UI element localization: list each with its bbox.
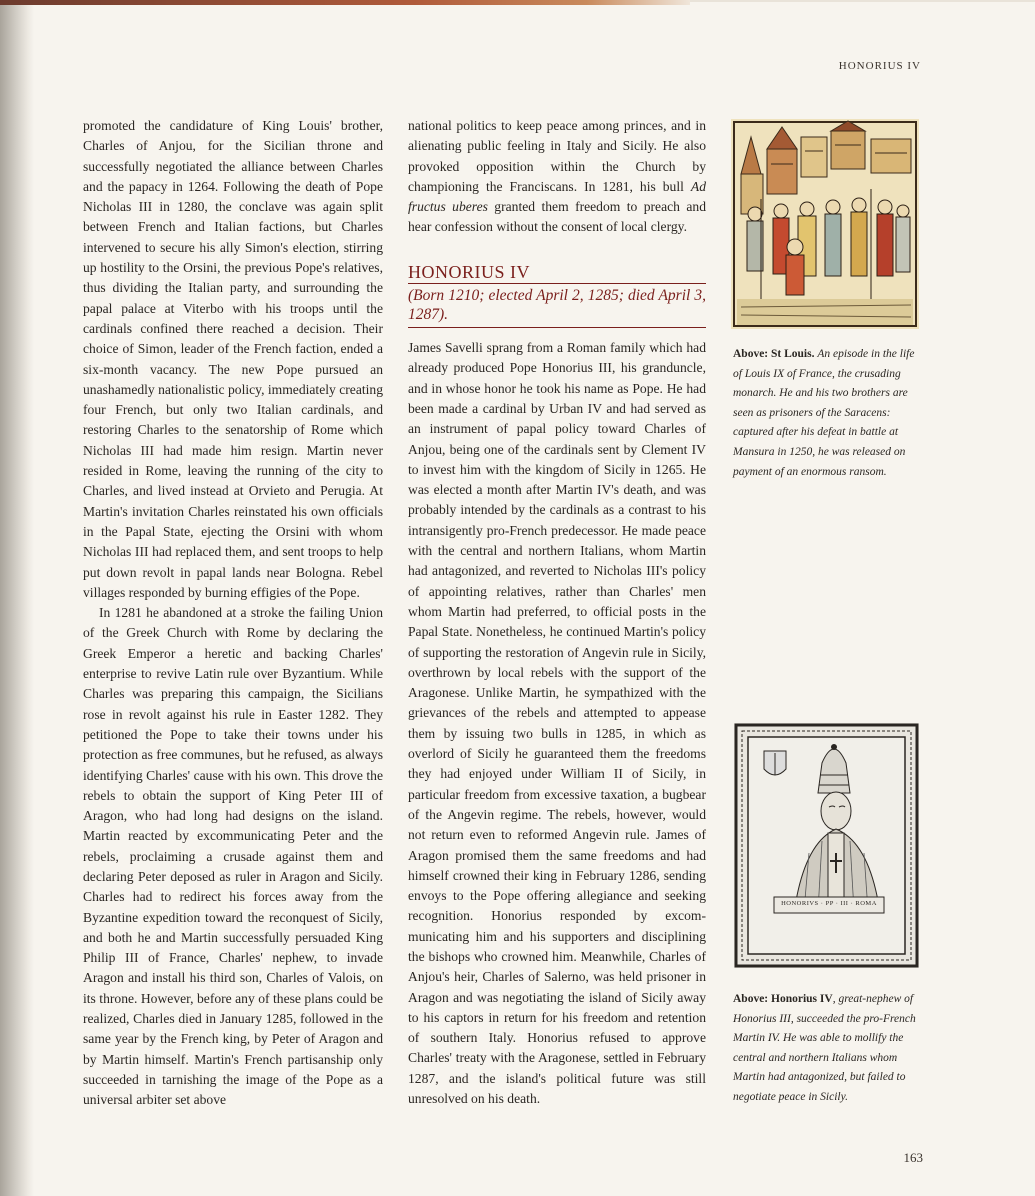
st-louis-woodcut bbox=[731, 119, 919, 329]
section-title: HONORIUS IV bbox=[408, 262, 706, 284]
paragraph-2: In 1281 he abandoned at a stroke the failing Union of the Greek Church with Rome by declaring the Greek Emperor a heretic and backing Charles' enterprise to revive Latin rule over Byzantium. While Charles was preparing this campaign, the Sicilians rose in revolt against his rule in Easter 1282. They petitioned the Pope to take their towns under his protection as free communes, but he refused, as always identifying Charles' cause with his own. This drove the rebels to obtain the support of King Peter III of Aragon, who had long had designs on the island. Martin reacted by excommunicating Peter and the rebels, proclaiming a crusade against them and declaring Peter deposed as ruler in Aragon and Sicily. Charles had to redirect his forces away from the Byzantine expedition toward the reconquest of Sicily, and both he and Martin successfully persuaded King Philip III of France, Charles' nephew, to invade Aragon and install his third son, Charles of Valois, on its throne. However, before any of these plans could be realized, Charles died in January 1285, followed in the same year by the French king, by Peter of Aragon and by Martin himself. Martin's French partisanship only succeeded in tarnishing the image of the Pope as a universal arbiter set above bbox=[83, 605, 383, 1108]
intro-text-after: granted them freedom to preach and hear confession without the consent of local clergy. bbox=[408, 199, 706, 235]
bull-title: Ad fructus uberes bbox=[408, 178, 706, 215]
page-number: 163 bbox=[903, 1150, 923, 1165]
top-edge-strip bbox=[690, 0, 1035, 2]
honorius-portrait bbox=[734, 723, 919, 968]
caption-honorius-lead: Above: Honorius IV bbox=[733, 993, 833, 1005]
text-column-middle bbox=[408, 116, 706, 1109]
text-column-left bbox=[83, 116, 383, 1111]
intro-text-before: national politics to keep peace among princes, and in alienating public feeling in Italy and Sicily. He also provoked opposition within the Church by championing the Franciscans. In 1281, his bull bbox=[408, 118, 706, 194]
caption-honorius-text: , great-nephew of Honorius III, succeeded the pro-French Martin IV. He was able to mollify the central and northern Italians whom Martin had antagonized, but failed to negotiate peace in Sicily. bbox=[733, 993, 916, 1103]
section-subtitle: (Born 1210; elected April 2, 1285; died April 3, 1287). bbox=[408, 284, 706, 328]
page-gutter-shadow bbox=[0, 0, 34, 1196]
running-head: HONORIUS IV bbox=[838, 60, 921, 72]
paragraph-1: promoted the candidature of King Louis' brother, Charles of Anjou, for the Sicilian throne and successfully negotiated the alliance between Charles and the papacy in 1264. Following the death of Pope Nicholas III in 1280, the conclave was again split between French and Italian factions, but Charles intervened to secure his ally Simon's election, stirring up hostility to the Orsini, the previous Pope's relatives, thus dividing the Italian party, and surrounding the papal palace at Viterbo with his troops until the cardinals confined there reached a decision. Their choice of Simon, leader of the French faction, ended a six-month vacancy. The new Pope pursued an unashamedly nationalistic policy, immediately creating four French, but only two Italian cardinals, and restoring Charles to the senatorship of Rome which Nicholas III had made him resign. Martin never resided in Rome, leaving the running of the city to Charles, and lived instead at Orvieto and Perugia. At Martin's invitation Charles reinstated his own officials in the Papal State, ejecting the Orsini with whom Nicholas III had replaced them, and sent troops to help put down revolt in papal lands near Bologna. Rebel villages responded by burning effigies of the Pope. bbox=[83, 118, 383, 600]
honorius-engraving bbox=[734, 723, 919, 968]
caption-st-louis bbox=[733, 345, 923, 482]
caption-st-louis-text: An episode in the life of Louis IX of France, the crusading monarch. He and his two brothers are seen as prisoners of the Saracens: captured after his defeat in battle at Mansura in 1250, he was released on payment of an enormous ransom. bbox=[733, 348, 915, 478]
st-louis-illustration bbox=[731, 119, 919, 329]
caption-honorius bbox=[733, 990, 923, 1108]
caption-st-louis-lead: Above: St Louis. bbox=[733, 348, 815, 360]
body-paragraph: James Savelli sprang from a Roman family which had already produced Pope Honorius III, his granduncle, and in whose honor he took his name as Pope. He had been made a cardinal by Urban IV and had served as an instrument of papal policy toward Charles of Anjou, being one of the cardinals sent by Clement IV to invest him with the kingdom of Sicily in 1265. He was elected a month after Martin IV's death, and was probably intended by the cardinals as a contrast to his intransigently pro-French predecessor. He made peace with the central and northern Italians, whom Martin had antagonized, and reverted to Nicholas III's policy of appointing relatives, rather than Charles' men whom Martin had preferred, to official posts in the Papal State. Nonetheless, he continued Martin's policy of supporting the restoration of Angevin rule in Sicily, overthrown by local rebels with the support of the Aragonese. Unlike Martin, he sympathized with the grievances of the rebels and attempted to appease them by issuing two bulls in 1285, in which as overlord of Sicily he guaranteed them the freedoms they had enjoyed under William II of Sicily, in particular freedom from excessive taxation, a bugbear of the Angevin regime. The rebels, however, would not return even to reformed Angevin rule. James of Aragon promised them the same freedoms and had himself crowned their king in February 1286, sending envoys to the Pope offering allegiance and seeking recognition. Honorius responded by excom- municating him and his supporters and disciplining the bishops who crowned him. Meanwhile, Charles of Anjou's heir, Charles of Salerno, was held prisoner in Aragon and was negotiating the island of Sicily away to his captors in return for his freedom and retention of southern Italy. Honorius refused to approve Charles' treaty with the Aragonese, settled in February 1287, and the island's political future was still unresolved on his death. bbox=[408, 340, 706, 1107]
intro-paragraph bbox=[408, 116, 706, 238]
top-color-strip bbox=[0, 0, 690, 5]
portrait-inscription: HONORIVS · PP · III · ROMA bbox=[781, 900, 877, 907]
